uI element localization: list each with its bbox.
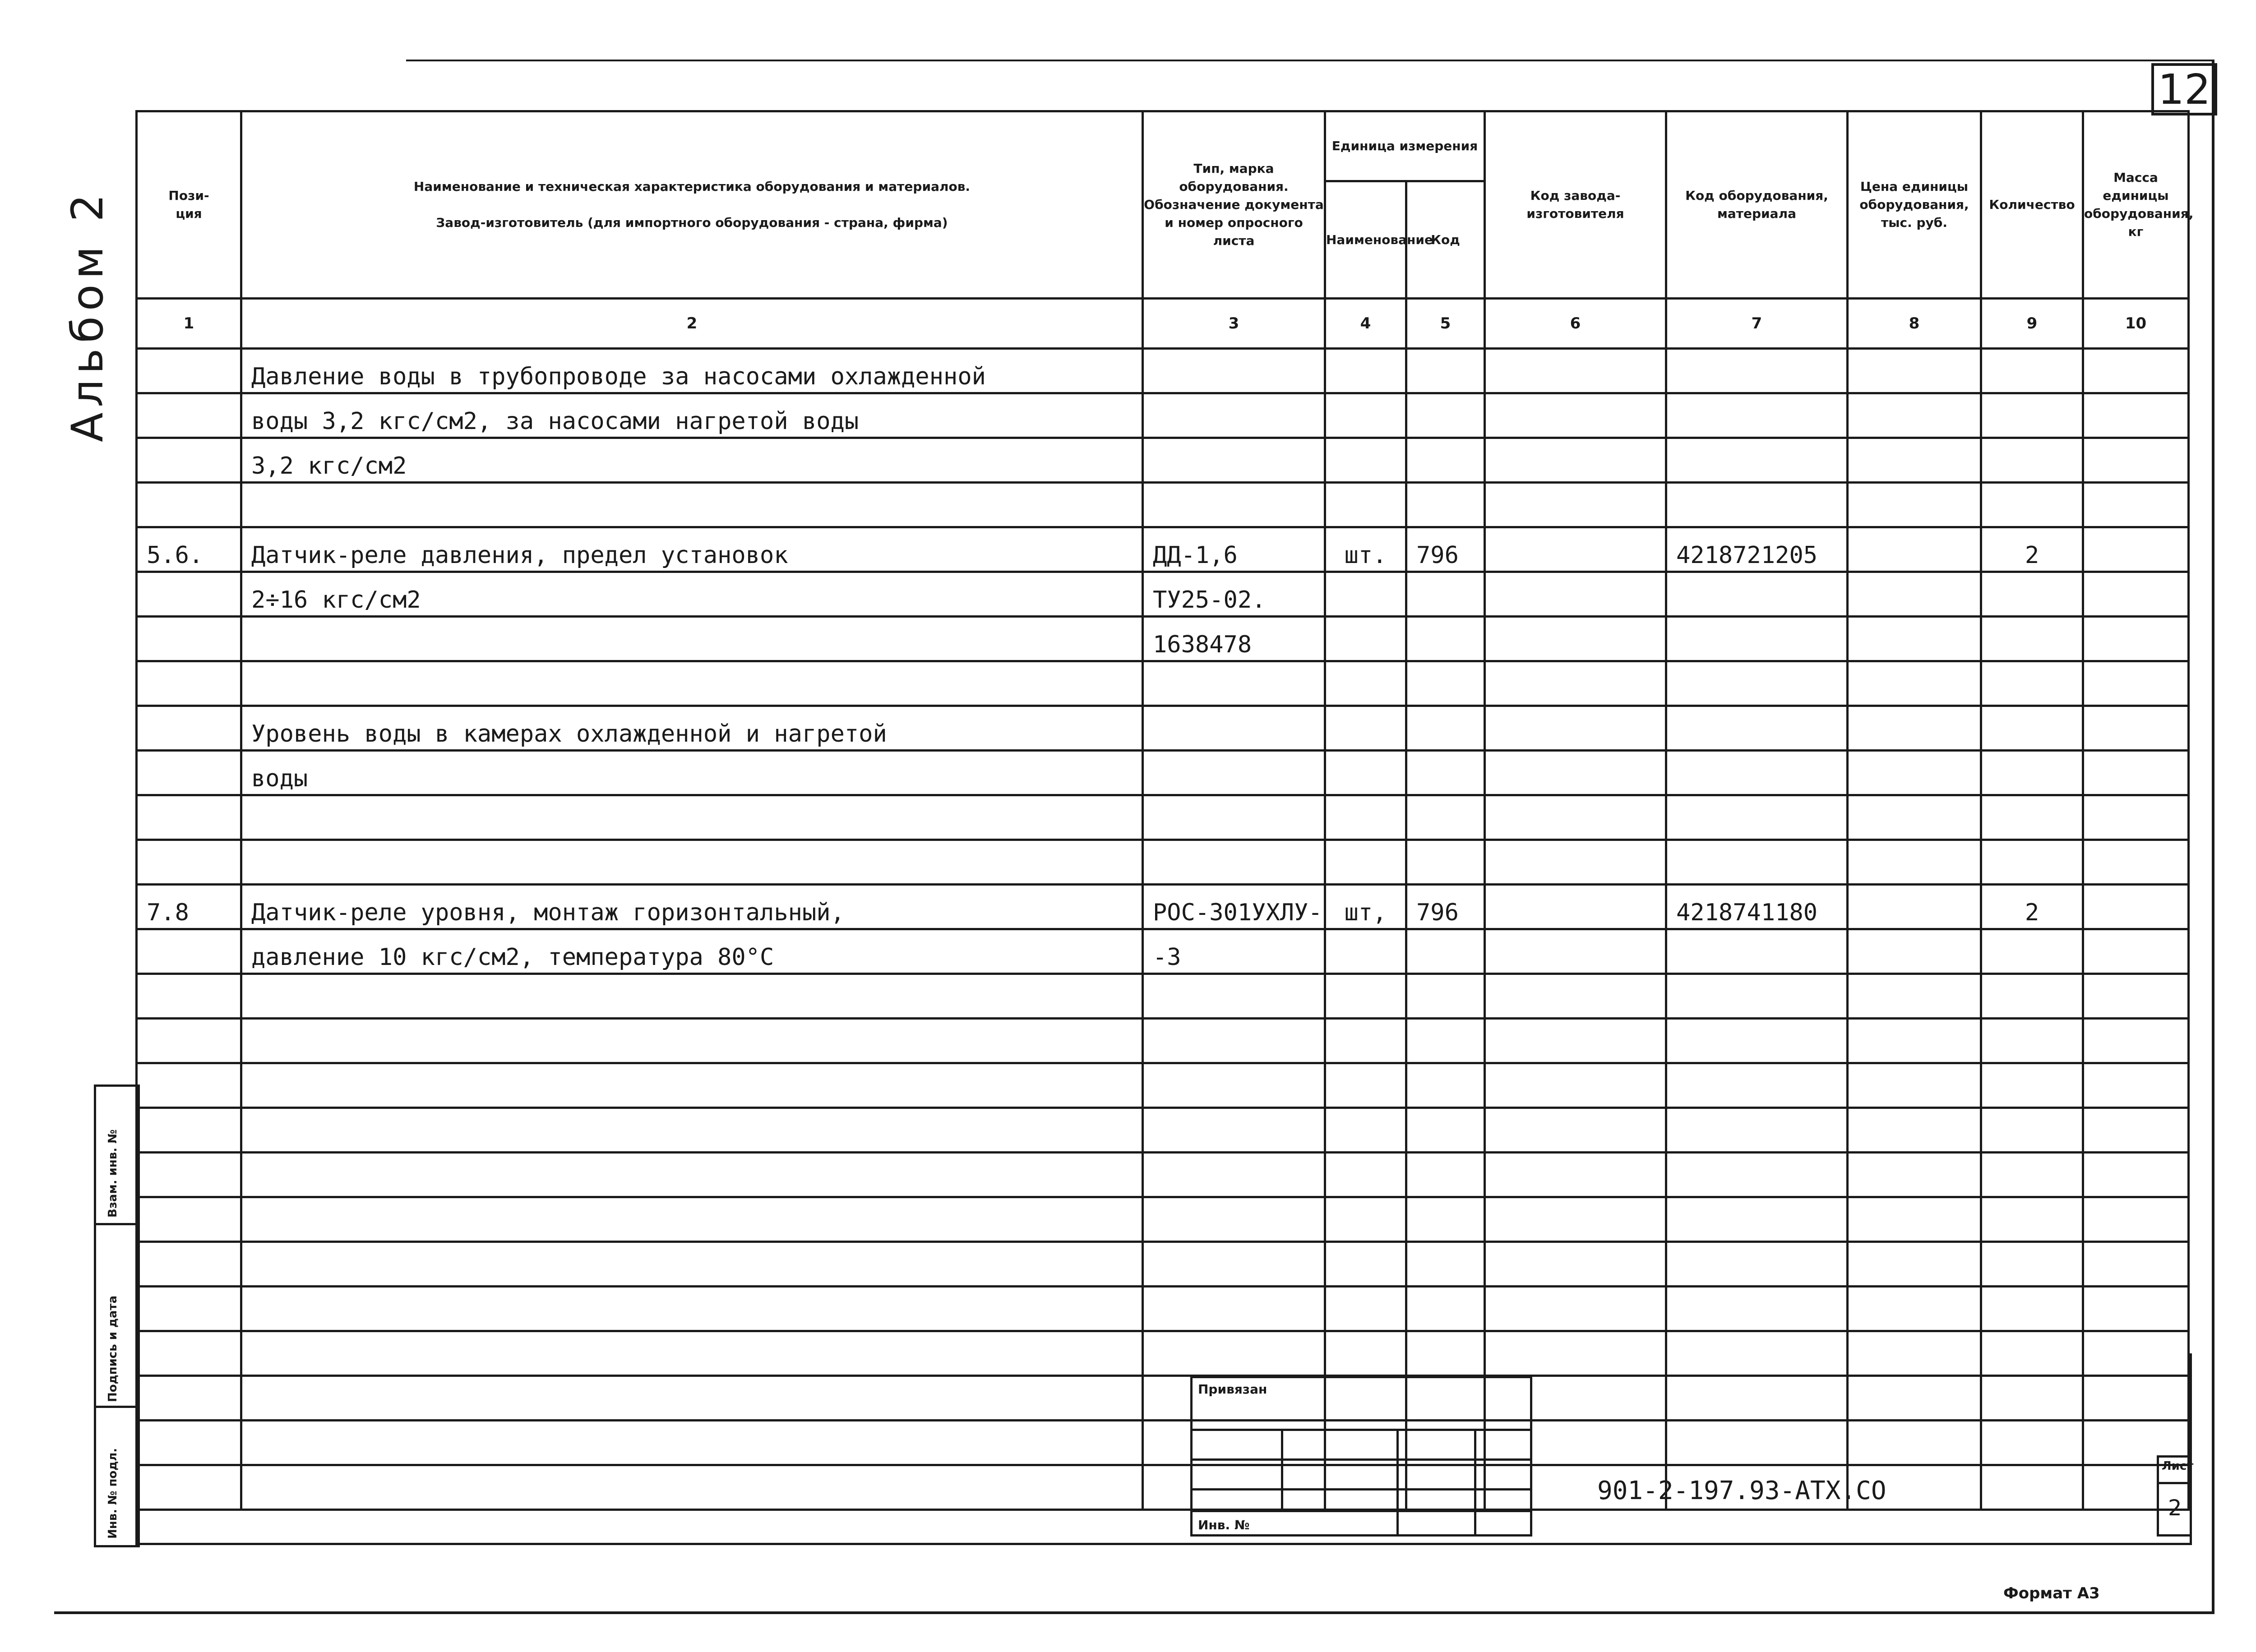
equipment-code-cell: [1666, 483, 1848, 527]
quantity-cell: [1981, 751, 2083, 795]
mass-cell: [2083, 929, 2189, 974]
unit-code-cell: [1406, 617, 1485, 661]
unit-cell: [1325, 617, 1406, 661]
unit-code-cell: [1406, 349, 1485, 393]
binding-divider: [1396, 1429, 1399, 1534]
name-cell: [241, 617, 1143, 661]
price-cell: [1848, 1197, 1981, 1242]
plant-code-cell: [1485, 795, 1666, 840]
unit-code-cell: [1406, 661, 1485, 706]
equipment-code-cell: 4218721205: [1666, 527, 1848, 572]
unit-code-cell: [1406, 795, 1485, 840]
type-cell: [1143, 751, 1325, 795]
unit-cell: [1325, 1197, 1406, 1242]
column-number: 8: [1848, 299, 1981, 349]
quantity-cell: [1981, 1287, 2083, 1331]
position-cell: [137, 1153, 241, 1197]
name-cell: [241, 1019, 1143, 1063]
price-cell: [1848, 974, 1981, 1019]
equipment-code-cell: [1666, 840, 1848, 885]
column-number: 5: [1406, 299, 1485, 349]
name-cell: [241, 1063, 1143, 1108]
name-cell: [241, 1153, 1143, 1197]
column-number: 7: [1666, 299, 1848, 349]
plant-code-cell: [1485, 572, 1666, 617]
name-cell: [241, 1108, 1143, 1153]
unit-cell: [1325, 795, 1406, 840]
unit-code-cell: [1406, 840, 1485, 885]
mass-cell: [2083, 572, 2189, 617]
equipment-code-cell: [1666, 661, 1848, 706]
mass-cell: [2083, 1242, 2189, 1287]
table-row: [137, 617, 2189, 661]
title-block-area: [135, 1353, 2192, 1545]
column-number: 4: [1325, 299, 1406, 349]
table-row: [137, 929, 2189, 974]
price-cell: [1848, 483, 1981, 527]
mass-cell: [2083, 617, 2189, 661]
unit-code-cell: [1406, 1063, 1485, 1108]
column-number: 9: [1981, 299, 2083, 349]
unit-cell: шт,: [1325, 885, 1406, 929]
plant-code-cell: [1485, 1019, 1666, 1063]
type-cell: [1143, 706, 1325, 751]
sheet-value: 2: [2168, 1495, 2182, 1521]
side-stamp: [94, 1084, 140, 1547]
type-cell: -3: [1143, 929, 1325, 974]
name-cell: [241, 661, 1143, 706]
quantity-cell: [1981, 617, 2083, 661]
table-row: [137, 661, 2189, 706]
price-cell: [1848, 929, 1981, 974]
position-cell: [137, 1287, 241, 1331]
binding-divider: [1474, 1429, 1476, 1534]
position-cell: [137, 751, 241, 795]
type-cell: ДД-1,6: [1143, 527, 1325, 572]
equipment-code-cell: [1666, 1197, 1848, 1242]
name-cell: [241, 1242, 1143, 1287]
table-row: [137, 572, 2189, 617]
table-row: [137, 1108, 2189, 1153]
binding-label: Привязан: [1198, 1382, 1267, 1397]
table-row: [137, 1153, 2189, 1197]
unit-cell: [1325, 661, 1406, 706]
price-cell: [1848, 393, 1981, 438]
mass-cell: [2083, 751, 2189, 795]
quantity-cell: [1981, 1019, 2083, 1063]
price-cell: [1848, 572, 1981, 617]
mass-cell: [2083, 974, 2189, 1019]
equipment-code-cell: [1666, 1108, 1848, 1153]
unit-cell: [1325, 751, 1406, 795]
table-row: [137, 1287, 2189, 1331]
price-cell: [1848, 1063, 1981, 1108]
mass-cell: [2083, 706, 2189, 751]
plant-code-cell: [1485, 885, 1666, 929]
unit-cell: [1325, 483, 1406, 527]
plant-code-cell: [1485, 840, 1666, 885]
position-cell: [137, 393, 241, 438]
quantity-cell: [1981, 1108, 2083, 1153]
column-number: 6: [1485, 299, 1666, 349]
header-mass: Масса единицы оборудования, кг: [2083, 111, 2189, 299]
name-cell: Датчик-реле уровня, монтаж горизонтальный,: [241, 885, 1143, 929]
position-cell: [137, 706, 241, 751]
type-cell: [1143, 1108, 1325, 1153]
equipment-code-cell: [1666, 929, 1848, 974]
plant-code-cell: [1485, 1242, 1666, 1287]
name-cell: 3,2 кгс/см2: [241, 438, 1143, 483]
price-cell: [1848, 795, 1981, 840]
position-cell: [137, 617, 241, 661]
position-cell: [137, 483, 241, 527]
price-cell: [1848, 885, 1981, 929]
quantity-cell: [1981, 1242, 2083, 1287]
name-cell: Уровень воды в камерах охлажденной и нагретой: [241, 706, 1143, 751]
name-cell: [241, 483, 1143, 527]
table-row: [137, 795, 2189, 840]
price-cell: [1848, 706, 1981, 751]
mass-cell: [2083, 1108, 2189, 1153]
specification-table: [135, 110, 2194, 1511]
header-position: Пози- ция: [137, 111, 241, 299]
mass-cell: [2083, 795, 2189, 840]
sheet-number-box: [2157, 1455, 2192, 1537]
side-cell-inv-original: Инв. № подл.: [106, 1448, 120, 1539]
header-equipment-code: Код оборудования, материала: [1666, 111, 1848, 299]
mass-cell: [2083, 349, 2189, 393]
binding-line: [1193, 1429, 1530, 1431]
table-body: [137, 349, 2189, 1510]
table-row: [137, 483, 2189, 527]
equipment-code-cell: [1666, 572, 1848, 617]
quantity-cell: [1981, 393, 2083, 438]
unit-cell: [1325, 1019, 1406, 1063]
unit-cell: [1325, 393, 1406, 438]
price-cell: [1848, 1287, 1981, 1331]
quantity-cell: [1981, 572, 2083, 617]
unit-code-cell: [1406, 1197, 1485, 1242]
plant-code-cell: [1485, 438, 1666, 483]
type-cell: [1143, 438, 1325, 483]
binding-inv-label: Инв. №: [1198, 1518, 1250, 1532]
equipment-code-cell: [1666, 1153, 1848, 1197]
binding-divider: [1281, 1429, 1283, 1510]
name-cell: воды: [241, 751, 1143, 795]
unit-code-cell: [1406, 1242, 1485, 1287]
binding-line: [1193, 1458, 1530, 1461]
binding-box: [1190, 1376, 1532, 1537]
table-row: [137, 349, 2189, 393]
unit-code-cell: [1406, 1108, 1485, 1153]
mass-cell: [2083, 840, 2189, 885]
plant-code-cell: [1485, 393, 1666, 438]
type-cell: [1143, 974, 1325, 1019]
plant-code-cell: [1485, 1063, 1666, 1108]
equipment-code-cell: [1666, 617, 1848, 661]
mass-cell: [2083, 1019, 2189, 1063]
unit-cell: [1325, 1153, 1406, 1197]
equipment-code-cell: [1666, 751, 1848, 795]
position-cell: [137, 349, 241, 393]
mass-cell: [2083, 393, 2189, 438]
document-number: 901-2-197.93-АТХ.СО: [1597, 1476, 1886, 1505]
quantity-cell: [1981, 1063, 2083, 1108]
album-label: Альбом 2: [62, 189, 113, 442]
sheet-divider: [2159, 1482, 2190, 1484]
position-cell: [137, 840, 241, 885]
type-cell: [1143, 1287, 1325, 1331]
table-row: [137, 706, 2189, 751]
quantity-cell: [1981, 974, 2083, 1019]
unit-cell: [1325, 840, 1406, 885]
quantity-cell: [1981, 1197, 2083, 1242]
plant-code-cell: [1485, 1287, 1666, 1331]
type-cell: [1143, 393, 1325, 438]
equipment-code-cell: 4218741180: [1666, 885, 1848, 929]
sheet-corner-number: 12: [2151, 63, 2217, 115]
unit-cell: [1325, 1242, 1406, 1287]
mass-cell: [2083, 527, 2189, 572]
type-cell: [1143, 483, 1325, 527]
type-cell: [1143, 1197, 1325, 1242]
equipment-code-cell: [1666, 393, 1848, 438]
unit-code-cell: [1406, 929, 1485, 974]
quantity-cell: [1981, 483, 2083, 527]
position-cell: [137, 1063, 241, 1108]
quantity-cell: [1981, 840, 2083, 885]
header-name: Наименование и техническая характеристика оборудования и материалов. Завод-изготовитель (для импортного оборудования - страна, фирма): [241, 111, 1143, 299]
price-cell: [1848, 438, 1981, 483]
equipment-code-cell: [1666, 974, 1848, 1019]
position-cell: 7.8: [137, 885, 241, 929]
unit-cell: [1325, 974, 1406, 1019]
column-number: 2: [241, 299, 1143, 349]
mass-cell: [2083, 1153, 2189, 1197]
type-cell: 1638478: [1143, 617, 1325, 661]
mass-cell: [2083, 885, 2189, 929]
unit-cell: [1325, 1287, 1406, 1331]
plant-code-cell: [1485, 1153, 1666, 1197]
format-label: Формат А3: [2003, 1584, 2100, 1602]
name-cell: Датчик-реле давления, предел установок: [241, 527, 1143, 572]
unit-cell: [1325, 438, 1406, 483]
table-row: [137, 527, 2189, 572]
price-cell: [1848, 1153, 1981, 1197]
unit-cell: [1325, 1108, 1406, 1153]
price-cell: [1848, 617, 1981, 661]
unit-code-cell: [1406, 438, 1485, 483]
unit-code-cell: [1406, 393, 1485, 438]
header-plant-code: Код завода-изготовителя: [1485, 111, 1666, 299]
price-cell: [1848, 1108, 1981, 1153]
plant-code-cell: [1485, 617, 1666, 661]
quantity-cell: 2: [1981, 885, 2083, 929]
equipment-code-cell: [1666, 1242, 1848, 1287]
equipment-code-cell: [1666, 349, 1848, 393]
type-cell: [1143, 1063, 1325, 1108]
column-number: 10: [2083, 299, 2189, 349]
plant-code-cell: [1485, 1197, 1666, 1242]
quantity-cell: 2: [1981, 527, 2083, 572]
position-cell: 5.6.: [137, 527, 241, 572]
unit-code-cell: [1406, 706, 1485, 751]
equipment-code-cell: [1666, 438, 1848, 483]
unit-cell: шт.: [1325, 527, 1406, 572]
header-type: Тип, марка оборудования. Обозначение документа и номер опросного листа: [1143, 111, 1325, 299]
quantity-cell: [1981, 661, 2083, 706]
price-cell: [1848, 840, 1981, 885]
price-cell: [1848, 661, 1981, 706]
plant-code-cell: [1485, 349, 1666, 393]
unit-cell: [1325, 929, 1406, 974]
unit-cell: [1325, 572, 1406, 617]
plant-code-cell: [1485, 974, 1666, 1019]
side-cell-replaced-inv: Взам. инв. №: [96, 1087, 138, 1225]
position-cell: [137, 1019, 241, 1063]
table-row: [137, 1019, 2189, 1063]
plant-code-cell: [1485, 661, 1666, 706]
type-cell: ТУ25-02.: [1143, 572, 1325, 617]
column-number: 3: [1143, 299, 1325, 349]
header-row-top: [137, 111, 2189, 181]
side-cell-signature-date: Подпись и дата: [96, 1225, 138, 1408]
type-cell: [1143, 1153, 1325, 1197]
column-number: 1: [137, 299, 241, 349]
price-cell: [1848, 751, 1981, 795]
name-cell: [241, 1287, 1143, 1331]
unit-code-cell: [1406, 974, 1485, 1019]
name-cell: давление 10 кгс/см2, температура 80°С: [241, 929, 1143, 974]
column-number-row: [137, 299, 2189, 349]
header-unit-code: Код: [1406, 181, 1485, 299]
type-cell: [1143, 840, 1325, 885]
mass-cell: [2083, 483, 2189, 527]
quantity-cell: [1981, 349, 2083, 393]
header-price: Цена единицы оборудования, тыс. руб.: [1848, 111, 1981, 299]
table-row: [137, 1197, 2189, 1242]
unit-cell: [1325, 349, 1406, 393]
table-row: [137, 885, 2189, 929]
name-cell: [241, 1197, 1143, 1242]
position-cell: [137, 929, 241, 974]
type-cell: [1143, 1242, 1325, 1287]
name-cell: воды 3,2 кгс/см2, за насосами нагретой воды: [241, 393, 1143, 438]
position-cell: [137, 795, 241, 840]
table-row: [137, 438, 2189, 483]
type-cell: [1143, 661, 1325, 706]
header-unit-group: Единица измерения: [1325, 111, 1485, 181]
plant-code-cell: [1485, 1108, 1666, 1153]
unit-code-cell: [1406, 1019, 1485, 1063]
unit-code-cell: 796: [1406, 885, 1485, 929]
table-row: [137, 974, 2189, 1019]
name-cell: [241, 795, 1143, 840]
type-cell: [1143, 1019, 1325, 1063]
header-quantity: Количество: [1981, 111, 2083, 299]
binding-line: [1193, 1488, 1530, 1490]
name-cell: [241, 840, 1143, 885]
position-cell: [137, 1242, 241, 1287]
header-unit-name: Наименование: [1325, 181, 1406, 299]
plant-code-cell: [1485, 527, 1666, 572]
quantity-cell: [1981, 795, 2083, 840]
position-cell: [137, 974, 241, 1019]
equipment-code-cell: [1666, 795, 1848, 840]
unit-code-cell: 796: [1406, 527, 1485, 572]
equipment-code-cell: [1666, 1063, 1848, 1108]
equipment-code-cell: [1666, 1019, 1848, 1063]
equipment-code-cell: [1666, 1287, 1848, 1331]
name-cell: Давление воды в трубопроводе за насосами охлажденной: [241, 349, 1143, 393]
position-cell: [137, 438, 241, 483]
type-cell: [1143, 795, 1325, 840]
price-cell: [1848, 349, 1981, 393]
name-cell: 2÷16 кгс/см2: [241, 572, 1143, 617]
mass-cell: [2083, 438, 2189, 483]
table-row: [137, 840, 2189, 885]
type-cell: [1143, 349, 1325, 393]
quantity-cell: [1981, 438, 2083, 483]
unit-code-cell: [1406, 572, 1485, 617]
plant-code-cell: [1485, 706, 1666, 751]
price-cell: [1848, 527, 1981, 572]
mass-cell: [2083, 661, 2189, 706]
quantity-cell: [1981, 706, 2083, 751]
binding-line: [1193, 1510, 1530, 1512]
name-cell: [241, 974, 1143, 1019]
plant-code-cell: [1485, 929, 1666, 974]
unit-code-cell: [1406, 483, 1485, 527]
equipment-code-cell: [1666, 706, 1848, 751]
plant-code-cell: [1485, 483, 1666, 527]
unit-code-cell: [1406, 1153, 1485, 1197]
table-row: [137, 1242, 2189, 1287]
price-cell: [1848, 1242, 1981, 1287]
table-row: [137, 393, 2189, 438]
position-cell: [137, 1108, 241, 1153]
price-cell: [1848, 1019, 1981, 1063]
type-cell: РОС-301УХЛУ-: [1143, 885, 1325, 929]
table-row: [137, 751, 2189, 795]
position-cell: [137, 661, 241, 706]
unit-cell: [1325, 1063, 1406, 1108]
position-cell: [137, 1197, 241, 1242]
quantity-cell: [1981, 929, 2083, 974]
mass-cell: [2083, 1287, 2189, 1331]
sheet-label: Лист: [2162, 1459, 2194, 1473]
quantity-cell: [1981, 1153, 2083, 1197]
unit-cell: [1325, 706, 1406, 751]
unit-code-cell: [1406, 751, 1485, 795]
position-cell: [137, 572, 241, 617]
mass-cell: [2083, 1197, 2189, 1242]
mass-cell: [2083, 1063, 2189, 1108]
unit-code-cell: [1406, 1287, 1485, 1331]
table-row: [137, 1063, 2189, 1108]
plant-code-cell: [1485, 751, 1666, 795]
